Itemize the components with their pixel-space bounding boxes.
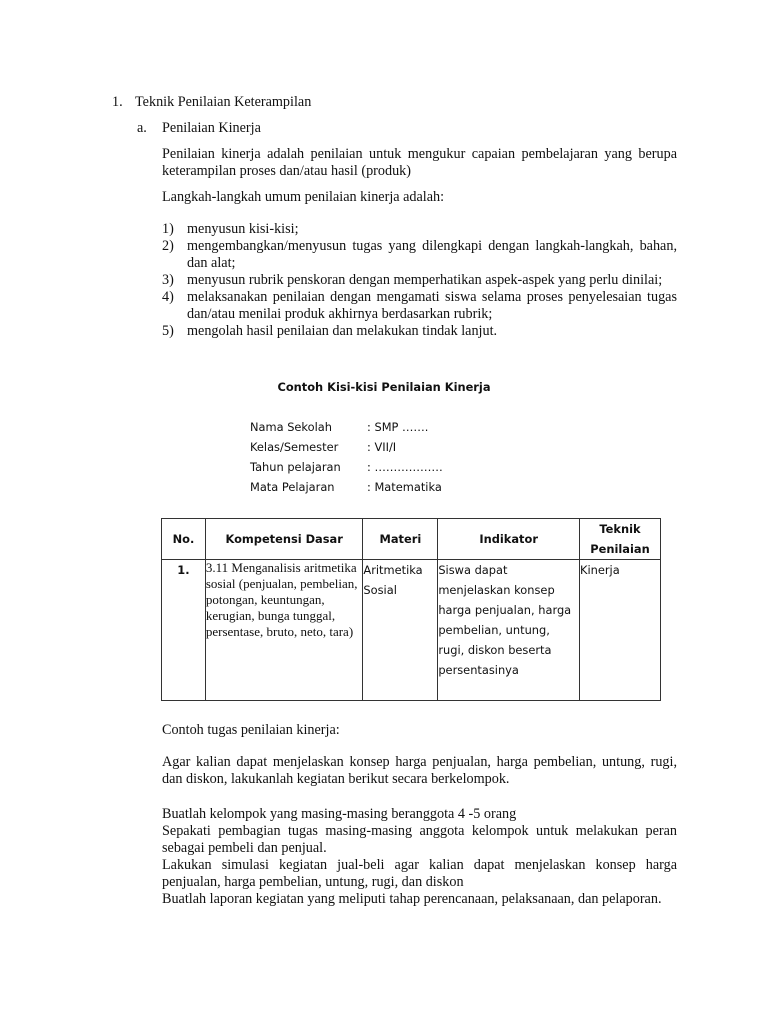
kisi-info-key: Kelas/Semester [250, 440, 339, 454]
list-item: 3) menyusun rubrik penskoran dengan memperhatikan aspek-aspek yang perlu dinilai; [162, 272, 663, 288]
list-item: 1) menyusun kisi-kisi; [162, 221, 299, 237]
kisi-title: Contoh Kisi-kisi Penilaian Kinerja [277, 380, 491, 394]
definition-paragraph: Penilaian kinerja adalah penilaian untuk mengukur capaian pembelajaran yang berupa keterampilan proses dan/atau hasil (produk) [162, 146, 677, 179]
table-row [162, 560, 661, 701]
kisi-info-key: Nama Sekolah [250, 420, 332, 434]
subsection-letter: a. [137, 120, 147, 136]
instruction-item: Sepakati pembagian tugas masing-masing anggota kelompok untuk melakukan peran sebagai pembeli dan penjual. [162, 823, 677, 856]
instruction-item: Lakukan simulasi kegiatan jual-beli agar kalian dapat menjelaskan konsep harga penjualan, harga pembelian, untung, rugi, dan diskon [162, 857, 677, 890]
section-title: Teknik Penilaian Keterampilan [135, 94, 312, 110]
kisi-info-value: : VII/I [367, 440, 397, 454]
instruction-item: Buatlah laporan kegiatan yang meliputi tahap perencanaan, pelaksanaan, dan pelaporan. [162, 891, 662, 907]
list-item: 2) mengembangkan/menyusun tugas yang dilengkapi dengan langkah-langkah, bahan, dan alat; [162, 238, 677, 271]
table-cell-materi: Aritmetika Sosial [363, 560, 438, 701]
section-heading [112, 94, 312, 111]
table-cell-kompetensi: 3.11 Menganalisis aritmetika sosial (penjualan, pembelian, potongan, keuntungan, kerugian, bunga tunggal, persentase, bruto, neto, tara) [205, 560, 363, 701]
table-cell-teknik: Kinerja [579, 560, 660, 701]
tugas-instructions [162, 806, 677, 908]
kisi-table [161, 518, 661, 701]
kisi-info-value: : SMP ……. [367, 420, 429, 434]
section-number: 1. [112, 94, 123, 110]
steps-heading: Langkah-langkah umum penilaian kinerja adalah: [162, 189, 445, 205]
steps-list [162, 221, 677, 340]
table-header-cell: No. [162, 519, 206, 560]
table-header-cell: Kompetensi Dasar [205, 519, 363, 560]
list-item: 4) melaksanakan penilaian dengan mengamati siswa selama proses penyelesaian tugas dan/atau menilai produk akhirnya berdasarkan rubrik; [162, 289, 677, 322]
table-header-cell: Teknik Penilaian [579, 519, 660, 560]
kisi-info-key: Mata Pelajaran [250, 480, 335, 494]
table-header-cell: Materi [363, 519, 438, 560]
table-header-cell: Indikator [438, 519, 580, 560]
tugas-heading: Contoh tugas penilaian kinerja: [162, 722, 340, 738]
kisi-info-key: Tahun pelajaran [250, 460, 341, 474]
kisi-info-value: : Matematika [367, 480, 442, 494]
kisi-info-value: : ……………… [367, 460, 443, 474]
instruction-item: Buatlah kelompok yang masing-masing beranggota 4 -5 orang [162, 806, 517, 822]
subsection-heading [137, 120, 261, 137]
list-item: 5) mengolah hasil penilaian dan melakukan tindak lanjut. [162, 323, 498, 339]
table-header-row [162, 519, 661, 560]
table-cell-indikator: Siswa dapat menjelaskan konsep harga penjualan, harga pembelian, untung, rugi, diskon beserta persentasinya [438, 560, 580, 701]
subsection-title: Penilaian Kinerja [162, 120, 261, 136]
table-cell-no: 1. [162, 560, 206, 701]
tugas-paragraph: Agar kalian dapat menjelaskan konsep harga penjualan, harga pembelian, untung, rugi, dan diskon, lakukanlah kegiatan berikut secara berkelompok. [162, 754, 677, 787]
